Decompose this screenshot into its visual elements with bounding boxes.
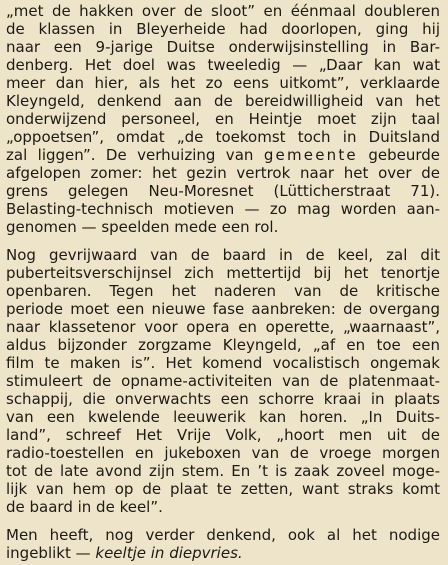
- text-line: periode moet een nieuwe fase aanbreken: de overgang: [6, 300, 440, 318]
- text-line: genomen — speelden mede een rol.: [6, 218, 279, 236]
- text-line: [6, 146, 440, 164]
- text-line: radio-toestellen en jukeboxen van de vroege morgen: [6, 444, 440, 462]
- text-line: de baard in de keel”.: [6, 498, 163, 516]
- text-line: Kleyngeld, denkend aan de bereidwilligheid van het: [6, 92, 440, 110]
- text-line: schappij, die onverwachts een schorre kraai in plaats: [6, 390, 440, 408]
- text-line: lijk van hem op de plaat te zetten, want straks komt: [6, 480, 440, 498]
- text-line: film te maken is”. Het komend vocalistisch ongemak: [6, 354, 440, 372]
- text-line: openbaren. Tegen het naderen van de kritische: [6, 282, 440, 300]
- text-line: aldus bijzonder zorgzame Kleyngeld, „af en toe een: [6, 336, 440, 354]
- text-segment: ingeblikt —: [6, 544, 96, 562]
- text-line: „met de hakken over de sloot” en éénmaal doubleren: [6, 2, 440, 20]
- text-line: stimuleert de opname-activiteiten van de platenmaat-: [6, 372, 440, 390]
- text-line: naar klassetenor voor opera en operette, „waarnaast”,: [6, 318, 440, 336]
- text-line: puberteitsverschijnsel zich mettertijd bij het tenortje: [6, 264, 440, 282]
- text-line: Belasting-technisch motieven — zo mag worden aan-: [6, 200, 440, 218]
- text-segment: gebeurde: [368, 146, 440, 164]
- text-line: Men heeft, nog verder denkend, ook al het nodige: [6, 526, 440, 544]
- text-line: naar een 9-jarige Duitse onderwijsinstelling in Bar-: [6, 38, 440, 56]
- spaced-word: gemeente: [263, 146, 358, 164]
- text-line: [6, 544, 440, 562]
- text-line: meer dan hier, als het zo eens uitkomt”, verklaarde: [6, 74, 440, 92]
- text-line: „oppoetsen”, omdat „de toekomst toch in Duitsland: [6, 128, 440, 146]
- text-line: tot de late avond zijn stem. En ’t is zaak zoveel moge-: [6, 462, 440, 480]
- text-line: grens gelegen Neu-Moresnet (Lütticherstraat 71).: [6, 182, 440, 200]
- text-line: land”, schreef Het Vrije Volk, „hoort men uit de: [6, 426, 440, 444]
- italic-phrase: keeltje in diepvries.: [95, 544, 243, 562]
- text-line: afgelopen zomer: het gezin vertrok naar het over de: [6, 164, 440, 182]
- text-line: van een kwelende leeuwerik kan horen. „In Duits-: [6, 408, 440, 426]
- text-line: de klassen in Bleyerheide had doorlopen, ging hij: [6, 20, 440, 38]
- text-segment: zal liggen”. De verhuizing van: [6, 146, 254, 164]
- text-line: onderwijzend personeel, en Heintje moet zijn taal: [6, 110, 440, 128]
- text-line: Nog gevrijwaard van de baard in de keel, zal dit: [6, 246, 440, 264]
- text-line: denberg. Het doel was tweeledig — „Daar kan wat: [6, 56, 440, 74]
